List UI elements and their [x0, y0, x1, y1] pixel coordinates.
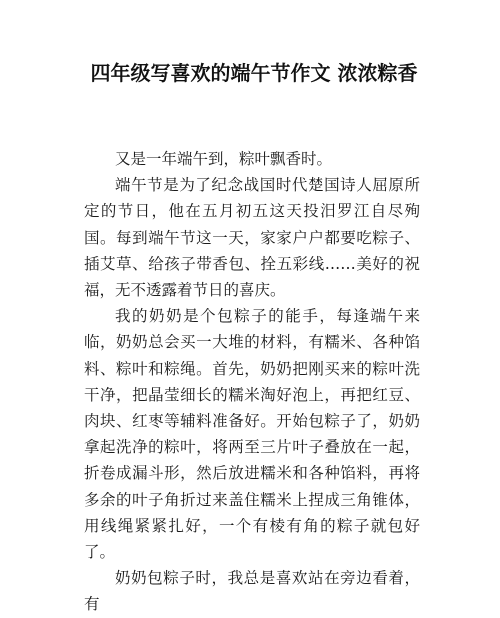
document-title: 四年级写喜欢的端午节作文 浓浓粽香	[90, 61, 418, 85]
document-body	[84, 146, 420, 618]
paragraph-4: 奶奶包粽子时，我总是喜欢站在旁边看着，有	[84, 569, 420, 614]
paragraph-3: 我的奶奶是个包粽子的能手，每逢端午来临，奶奶总会买一大堆的材料，有糯米、各种馅料、粽叶和粽绳。首先，奶奶把刚买来的粽叶洗干净，把晶莹细长的糯米淘好泡上，再把红豆、肉块、红枣等辅料准备好。开始包粽子了，奶奶拿起洗净的粽叶，将两至三片叶子叠放在一起，折卷成漏斗形，然后放进糯米和各种馅料，再将多余的叶子角折过来盖住糯米上捏成三角锥体，用线绳紧紧扎好，一个有棱有角的粽子就包好了。	[84, 307, 420, 562]
paragraph-2: 端午节是为了纪念战国时代楚国诗人屈原所定的节日，他在五月初五这天投汨罗江自尽殉国。每到端午节这一天，家家户户都要吃粽子、插艾草、给孩子带香包、拴五彩线……美好的祝福，无不透露着节日的喜庆。	[84, 176, 420, 300]
paragraph-1: 又是一年端午到，粽叶飘香时。	[115, 150, 333, 168]
